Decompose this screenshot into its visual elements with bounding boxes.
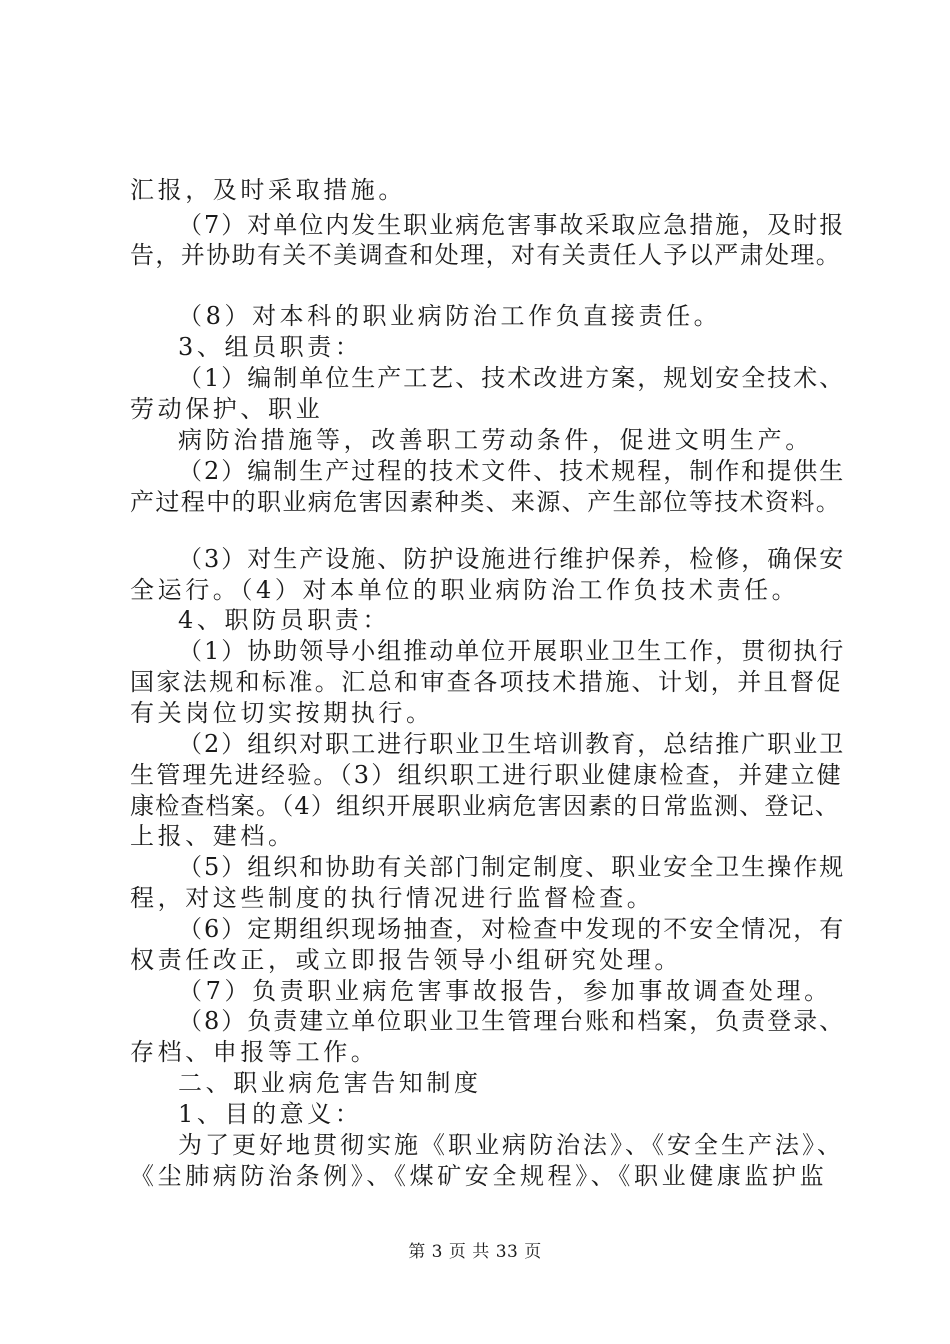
text-line: 告，并协助有关不美调查和处理，对有关责任人予以严肃处理。 [130,241,842,269]
section-heading: 4、职防员职责： [178,606,391,634]
text-line: 上报、建档。 [130,822,296,850]
text-line: 生管理先进经验。（3）组织职工进行职业健康检查，并建立健 [130,761,843,789]
text-line: 汇报，及时采取措施。 [130,176,406,204]
page-number: 第 3 页 共 33 页 [408,1242,542,1262]
text-line: 产过程中的职业病危害因素种类、来源、产生部位等技术资料。 [130,488,842,516]
text-line: （6）定期组织现场抽查，对检查中发现的不安全情况，有 [178,915,846,943]
text-line: （1）协助领导小组推动单位开展职业卫生工作，贯彻执行 [178,637,846,665]
text-line: 《尘肺病防治条例》、《煤矿安全规程》、《职业健康监护监 [130,1162,828,1190]
section-heading: 3、组员职责： [178,333,363,361]
text-line: （8）负责建立单位职业卫生管理台账和档案，负责登录、 [178,1007,846,1035]
text-line: 权责任改正，或立即报告领导小组研究处理。 [130,946,682,974]
text-line: 病防治措施等，改善职工劳动条件，促进文明生产。 [178,426,813,454]
text-line: （3）对生产设施、防护设施进行维护保养，检修，确保安 [178,545,846,573]
text-line: （5）组织和协助有关部门制定制度、职业安全卫生操作规 [178,853,846,881]
text-line: 程，对这些制度的执行情况进行监督检查。 [130,884,655,912]
text-line: 有关岗位切实按期执行。 [130,699,434,727]
section-heading: 1、目的意义： [178,1100,363,1128]
text-line: （7）对单位内发生职业病危害事故采取应急措施，及时报 [178,211,846,239]
text-line: 国家法规和标准。汇总和审查各项技术措施、计划，并且督促 [130,668,843,696]
text-line: （7）负责职业病危害事故报告，参加事故调查处理。 [178,977,832,1005]
text-line: 全运行。（4）对本单位的职业病防治工作负技术责任。 [130,576,800,604]
text-line: （8）对本科的职业病防治工作负直接责任。 [178,302,722,330]
text-line: （2）组织对职工进行职业卫生培训教育，总结推广职业卫 [178,730,846,758]
text-line: （1）编制单位生产工艺、技术改进方案，规划安全技术、 [178,364,846,392]
text-line: 存档、申报等工作。 [130,1038,379,1066]
text-line: 为了更好地贯彻实施《职业病防治法》、《安全生产法》、 [178,1131,844,1159]
text-line: 劳动保护、职业 [130,395,324,423]
text-line: （2）编制生产过程的技术文件、技术规程，制作和提供生 [178,457,846,485]
text-line: 康检查档案。（4）组织开展职业病危害因素的日常监测、登记、 [130,792,841,820]
section-heading: 二、职业病危害告知制度 [178,1069,482,1097]
